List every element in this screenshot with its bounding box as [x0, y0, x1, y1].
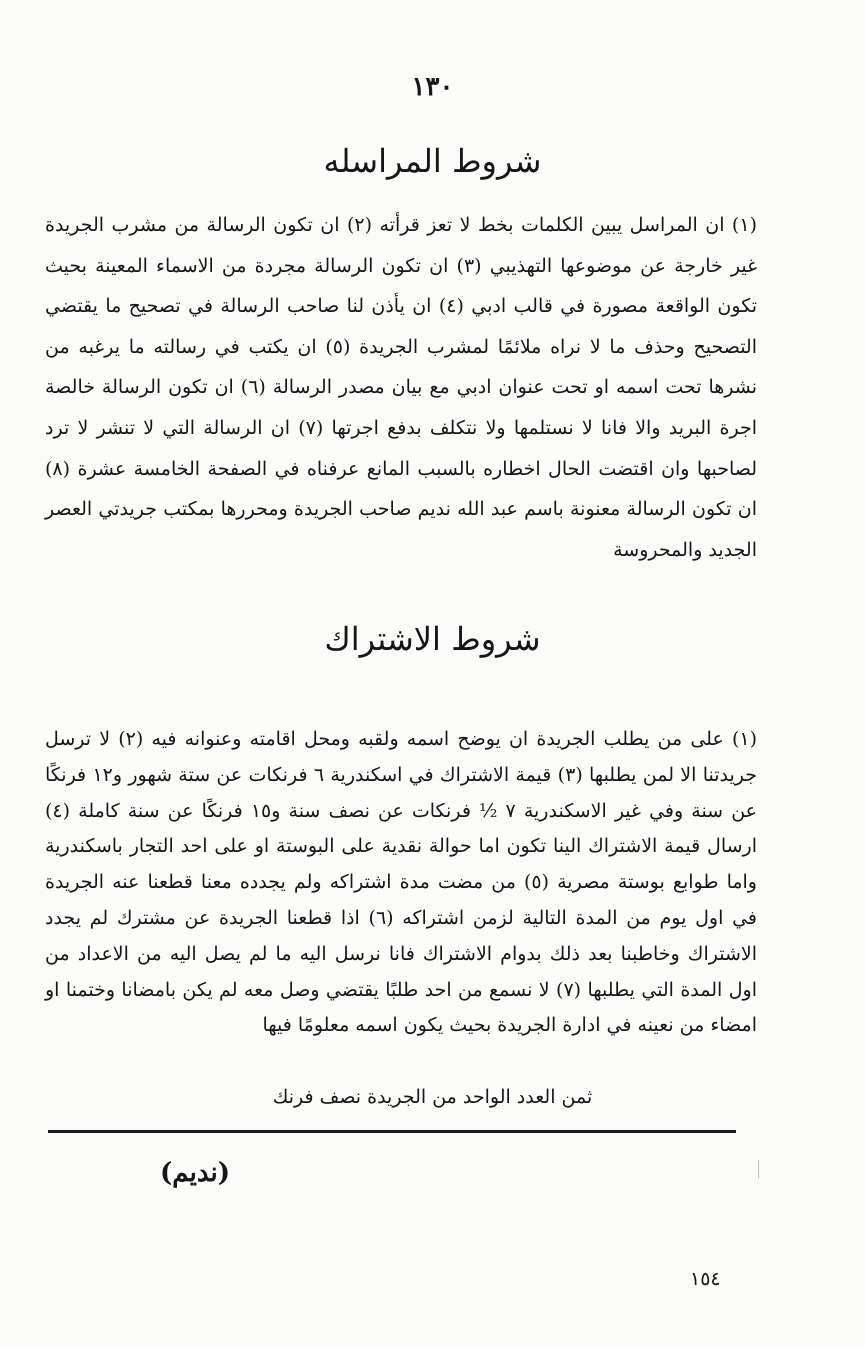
- correspondence-terms-heading: شروط المراسله: [323, 142, 542, 180]
- bottom-page-number: ١٥٤: [690, 1268, 721, 1290]
- margin-mark: [758, 1160, 759, 1178]
- top-page-number: ١٣٠: [411, 72, 454, 102]
- subscription-terms-heading: شروط الاشتراك: [324, 620, 541, 658]
- issue-price-line: ثمن العدد الواحد من الجريدة نصف فرنك: [272, 1086, 593, 1108]
- author-signature: (نديم): [160, 1158, 231, 1188]
- horizontal-rule: [48, 1130, 736, 1133]
- subscription-terms-paragraph: (١) على من يطلب الجريدة ان يوضح اسمه ولقبه ومحل اقامته وعنوانه فيه (٢) لا ترسل جريدتنا الا لمن يطلبها (٣) قيمة الاشتراك في اسكندرية ٦ فرنكات عن ستة شهور و١٢ فرنكًا عن سنة وفي غير الاسكندرية ٧ ½ فرنكات عن نصف سنة و١٥ فرنكًا عن سنة كاملة (٤) ارسال قيمة الاشتراك الينا تكون اما حوالة نقدية على البوستة او على احد التجار باسكندرية واما طوابع بوستة مصرية (٥) من مضت مدة اشتراكه ولم يجدده معنا قطعنا عنه الجريدة في اول يوم من المدة التالية لزمن اشتراكه (٦) اذا قطعنا الجريدة عن مشترك لم يجدد الاشتراك وخاطبنا بعد ذلك بدوام الاشتراك فانا نرسل اليه ما لم يصل اليه من الاعداد من اول المدة التي يطلبها (٧) لا نسمع من احد طلبًا يقتضي وصل معه لم يكن بامضانا وختمنا او امضاء من نعينه في ادارة الجريدة بحيث يكون اسمه معلومًا فيها: [45, 728, 757, 1037]
- correspondence-terms-paragraph: (١) ان المراسل يبين الكلمات بخط لا تعز قرأته (٢) ان تكون الرسالة من مشرب الجريدة غير خارجة عن موضوعها التهذيبي (٣) ان تكون الرسالة مجردة من الاسماء المعينة بحيث تكون الواقعة مصورة في قالب ادبي (٤) ان يأذن لنا صاحب الرسالة في تصحيح ما يقتضي التصحيح وحذف ما لا نراه ملائمًا لمشرب الجريدة (٥) ان يكتب في رسالته ما يرغبه من نشرها تحت اسمه او تحت عنوان ادبي مع بيان مصدر الرسالة (٦) ان تكون الرسالة خالصة اجرة البريد والا فانا لا نستلمها ولا نتكلف بدفع اجرتها (٧) ان الرسالة التي لا تنشر لا ترد لصاحبها وان اقتضت الحال اخطاره بالسبب المانع عرفناه في الصفحة الخامسة عشرة (٨) ان تكون الرسالة معنونة باسم عبد الله نديم صاحب الجريدة ومحررها بمكتب جريدتي العصر الجديد والمحروسة: [45, 214, 758, 561]
